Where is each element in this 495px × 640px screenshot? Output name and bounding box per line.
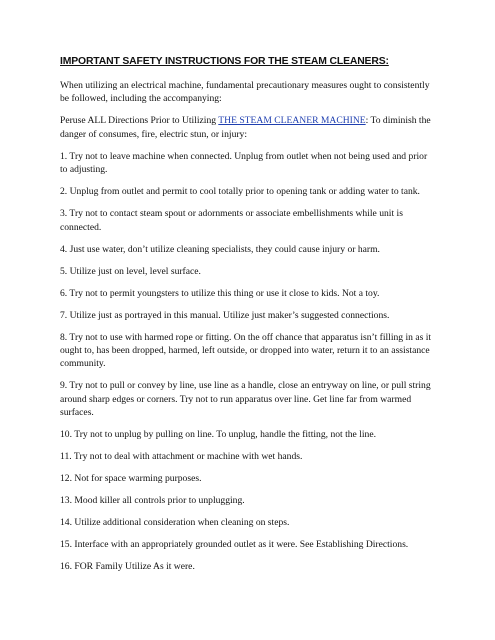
steam-cleaner-machine-link[interactable]: THE STEAM CLEANER MACHINE: [218, 115, 366, 127]
document-heading: IMPORTANT SAFETY INSTRUCTIONS FOR THE STEAM CLEANERS:: [60, 56, 389, 67]
instruction-item-11: 11. Try not to deal with attachment or machine with wet hands.: [60, 451, 303, 463]
instruction-item-13: 13. Mood killer all controls prior to unplugging.: [60, 495, 245, 507]
instruction-item-6: 6. Try not to permit youngsters to utilize this thing or use it close to kids. Not a toy.: [60, 287, 380, 299]
instruction-item-7: 7. Utilize just as portrayed in this manual. Utilize just maker’s suggested connections.: [60, 309, 390, 321]
instruction-item-2: 2. Unplug from outlet and permit to cool totally prior to opening tank or adding water to tank.: [60, 186, 420, 198]
intro-paragraph: When utilizing an electrical machine, fundamental precautionary measures ought to consistently be followed, including the accompanying:: [60, 80, 430, 105]
peruse-paragraph: [60, 114, 436, 141]
instruction-item-8: 8. Try not to use with harmed rope or fitting. On the off chance that apparatus isn’t filling in as it ought to, has been dropped, harmed, left outside, or dropped into water, return it to an assistance community.: [60, 331, 432, 370]
instruction-item-15: 15. Interface with an appropriately grounded outlet as it were. See Establishing Directions.: [60, 539, 409, 551]
instruction-item-9: 9. Try not to pull or convey by line, use line as a handle, close an entryway on line, or pull string around sharp edges or corners. Try not to run apparatus over line. Get line far from warmed surfaces.: [60, 380, 431, 419]
peruse-text-after: : To diminish the danger of consumes, fire, electric stun, or injury:: [60, 115, 431, 140]
instruction-item-4: 4. Just use water, don’t utilize cleaning specialists, they could cause injury or harm.: [60, 243, 380, 255]
instruction-item-5: 5. Utilize just on level, level surface.: [60, 265, 201, 277]
instruction-item-1: 1. Try not to leave machine when connected. Unplug from outlet when not being used and prior to adjusting.: [60, 150, 428, 176]
instruction-item-10: 10. Try not to unplug by pulling on line. To unplug, handle the fitting, not the line.: [60, 429, 377, 441]
peruse-text-before: Peruse ALL Directions Prior to Utilizing: [60, 115, 219, 127]
instruction-item-12: 12. Not for space warming purposes.: [60, 473, 202, 485]
instruction-item-16: 16. FOR Family Utilize As it were.: [60, 561, 195, 573]
instruction-item-3: 3. Try not to contact steam spout or adornments or associate embellishments while unit is connected.: [60, 208, 403, 233]
instruction-item-14: 14. Utilize additional consideration when cleaning on steps.: [60, 517, 290, 529]
document-page: [60, 56, 436, 582]
